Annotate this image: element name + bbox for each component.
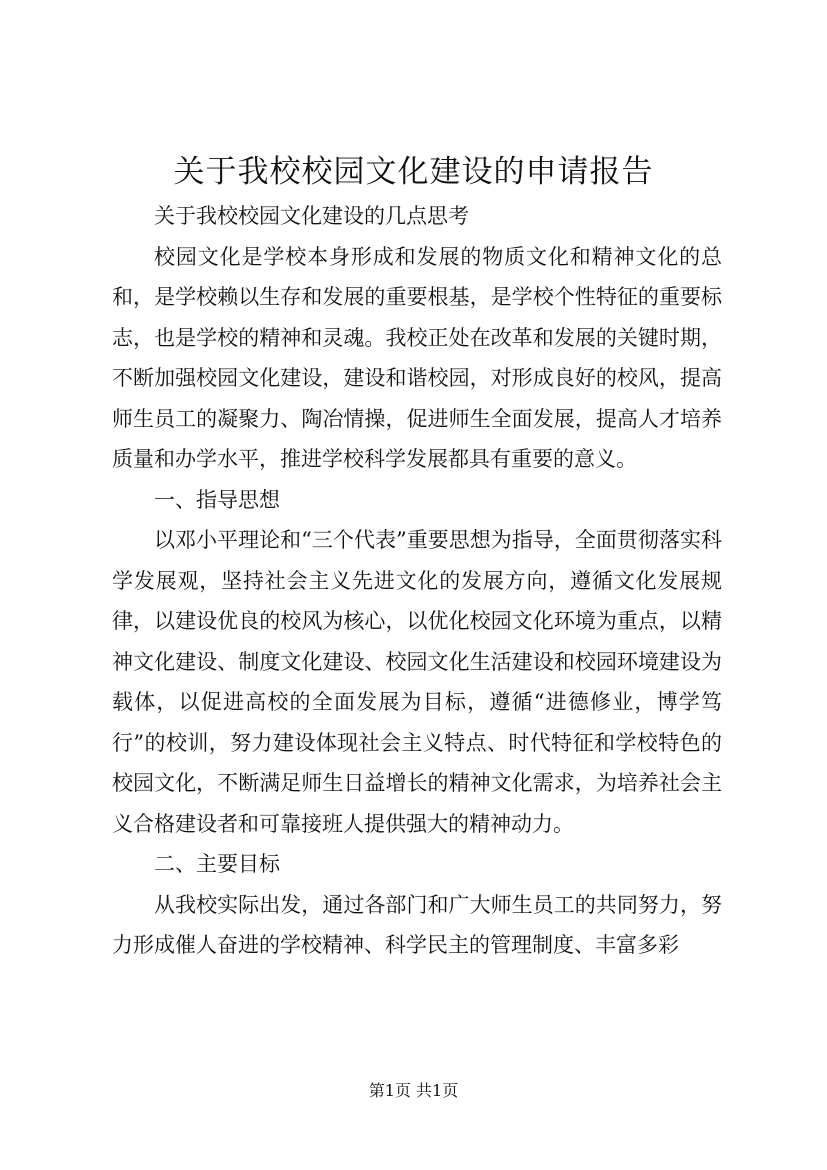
section-heading-main-goals: 二、主要目标	[154, 852, 280, 876]
document-title: 关于我校校园文化建设的申请报告	[173, 154, 654, 190]
document-body	[112, 196, 722, 966]
page-number-footer: 第1页 共1页	[368, 1081, 459, 1100]
subtitle-paragraph: 关于我校校园文化建设的几点思考	[154, 204, 469, 228]
guiding-ideology-paragraph: 以邓小平理论和“三个代表”重要思想为指导，全面贯彻落实科学发展观，坚持社会主义先进文化的发展方向，遵循文化发展规律，以建设优良的校风为核心，以优化校园文化环境为重点，以精神文化建设、制度文化建设、校园文化生活建设和校园环境建设为载体，以促进高校的全面发展为目标，遵循“进德修业，博学笃行”的校训，努力建设体现社会主义特点、时代特征和学校特色的校园文化，不断满足师生日益增长的精神文化需求，为培养社会主义合格建设者和可靠接班人提供强大的精神动力。	[112, 528, 722, 836]
main-goals-paragraph: 从我校实际出发，通过各部门和广大师生员工的共同努力，努力形成催人奋进的学校精神、科学民主的管理制度、丰富多彩	[112, 892, 722, 957]
intro-paragraph: 校园文化是学校本身形成和发展的物质文化和精神文化的总和，是学校赖以生存和发展的重要根基，是学校个性特征的重要标志，也是学校的精神和灵魂。我校正处在改革和发展的关键时期，不断加强校园文化建设，建设和谐校园，对形成良好的校风，提高师生员工的凝聚力、陶冶情操，促进师生全面发展，提高人才培养质量和办学水平，推进学校科学发展都具有重要的意义。	[112, 244, 722, 471]
section-heading-guiding-ideology: 一、指导思想	[154, 487, 280, 512]
